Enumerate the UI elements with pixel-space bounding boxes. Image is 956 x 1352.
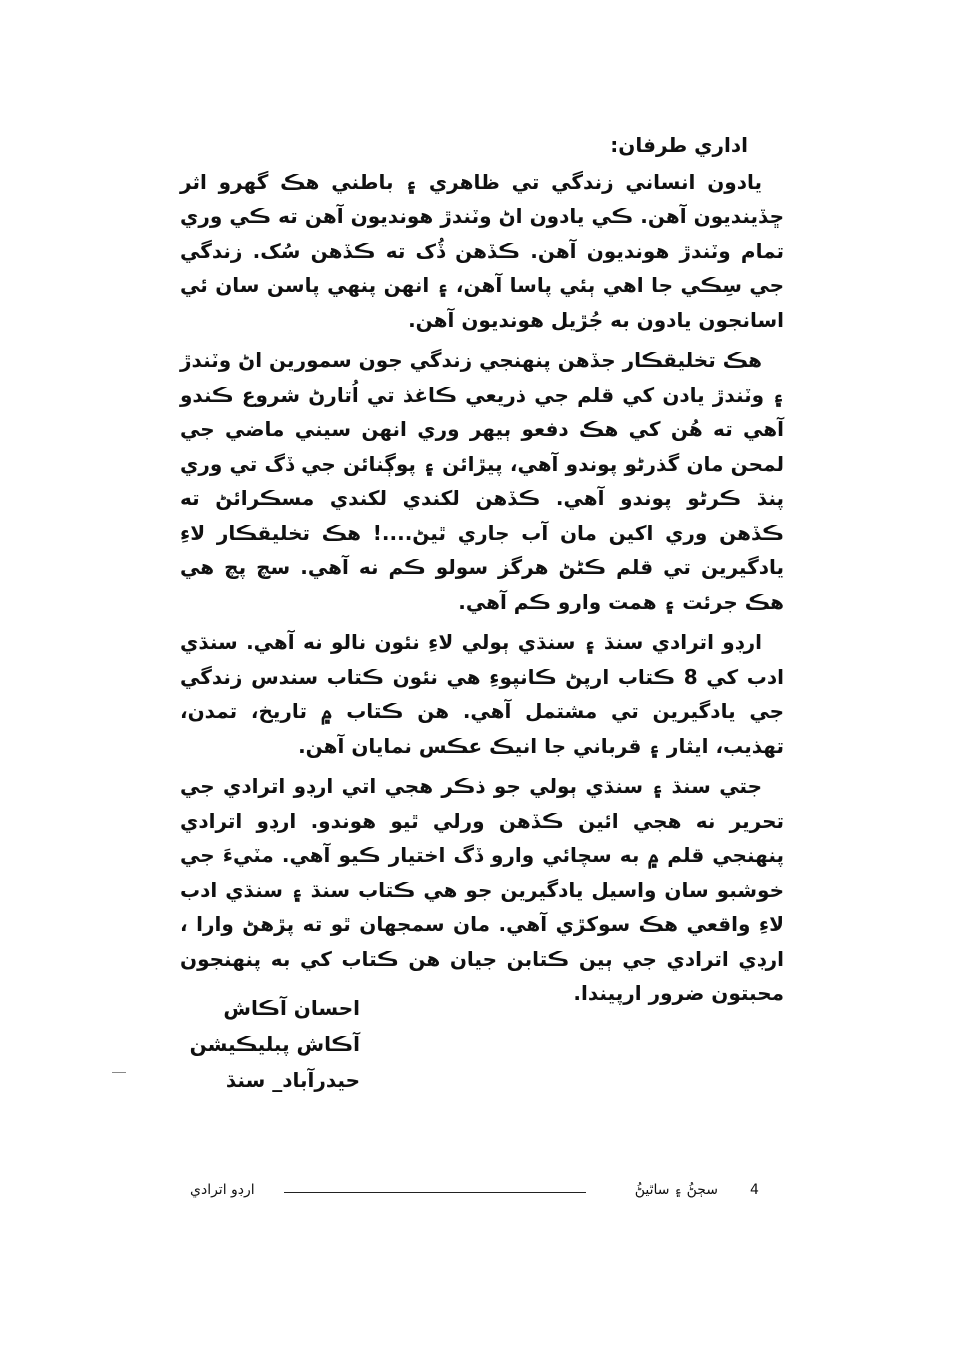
signature-block [180, 990, 360, 1098]
paragraph-1: يادون انساني زندگي تي ظاهري ۽ باطني هڪ گهرو اثر ڇڏينديون آهن. ڪي يادون اڻ وٽندڙ هونديون آهن ته ڪي وري تمام وٽندڙ هونديون آهن. ڪڏهن ڏُک ته ڪڏهن سُک. زندگي جي سِڪي جا اهي ٻئي پاسا آهن، ۽ انهن پنهي پاسن سان ئي اسانجون يادون به جُڙيل هونديون آهن. [180, 169, 784, 332]
footer-author: ارڊو اترادي [190, 1182, 255, 1198]
signature-place: حيدرآباد_ سنڌ [225, 1068, 360, 1092]
editorial-text [180, 128, 784, 1017]
footer-divider [284, 1192, 586, 1193]
editorial-heading: اداري طرفان: [610, 133, 748, 157]
page-footer [190, 1180, 770, 1206]
scan-mark [112, 1072, 126, 1073]
signature-name: احسان آڪاش [223, 996, 360, 1020]
signature-publisher: آڪاش پبليڪيشن [189, 1032, 360, 1056]
page-number: 4 [750, 1182, 759, 1198]
paragraph-2: هڪ تخليقڪار جڏهن پنهنجي زندگي جون سمورين اڻ وٽندڙ ۽ وٽندڙ يادن کي قلم جي ذريعي ڪاغذ تي اُتارڻ شروع ڪندو آهي ته هُن کي هڪ دفعو ٻيهر وري انهن سيني ماضي جي لمحن مان گذرڻو پوندو آهي، پيڙائن ۽ پوڳنائن جي ڏگ تي وري پنڌ ڪرڻو پوندو آهي. ڪڏهن لکندي لکندي مسڪرائڻ ته ڪڏهن وري اکين مان آب جاري ٿيڻ....! هڪ تخليقڪار لاءِ يادگيرين تي قلم ڪڻڻ هرگز سولو ڪم نه آهي. سچ پچ هي هڪ جرئت ۽ همت وارو ڪم آهي. [180, 348, 784, 614]
paragraph-3: ارڊو اترادي سنڌ ۽ سنڌي ٻولي لاءِ نئون نالو نه آهي. سنڌي ادب کي 8 ڪتاب ارپڻ ڪانپوءِ هي نئون ڪتاب سندس زندگي جي يادگيرين تي مشتمل آهي. هن ڪتاب ۾ تاريخ، تمدن، تهذيب، ايثار ۽ قرباني جا انيڪ عڪس نمايان آهن. [180, 630, 784, 758]
paragraph-4: جتي سنڌ ۽ سنڌي ٻولي جو ذڪر هجي اتي ارڊو اترادي جي تحرير نه هجي ائين ڪڏهن ورلي ٿيو هوندو. ارڊو اترادي پنهنجي قلم ۾ به سچائي وارو ڏگ اختيار ڪيو آهي. مٽيءَ جي خوشبو سان واسيل يادگيرين جو هي ڪتاب سنڌ ۽ سنڌي ادب لاءِ واقعي هڪ سوکڙي آهي. مان سمجهان ٿو ته پڙهڻ وارا ، ارڊي اترادي جي ٻين ڪتابن جيان هن ڪتاب کي به پنهنجون محبتون ضرور ارپيندا. [180, 774, 784, 1005]
footer-book-title: سڄڻُ ۽ ساٿيڻُ [634, 1182, 718, 1198]
